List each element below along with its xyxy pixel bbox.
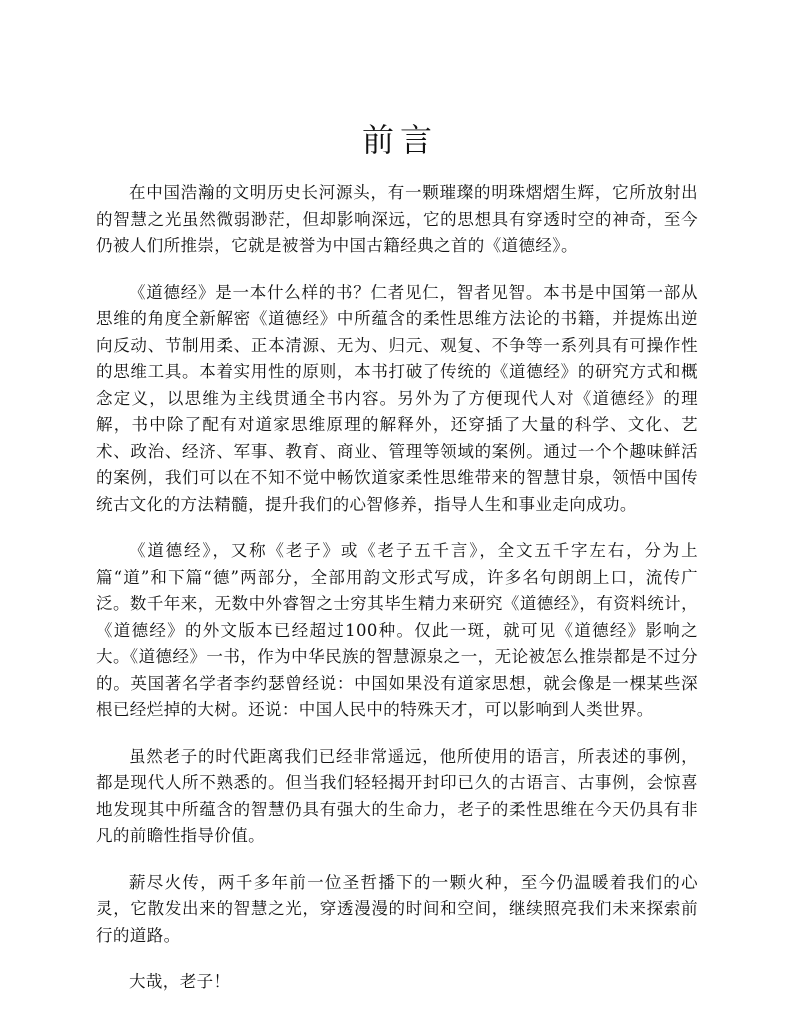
paragraph-4: 虽然老子的时代距离我们已经非常遥远，他所使用的语言，所表述的事例，都是现代人所不熟悉的。但当我们轻轻揭开封印已久的古语言、古事例，会惊喜地发现其中所蕴含的智慧仍具有强大的生命力，老子的柔性思维在今天仍具有非凡的前瞻性指导价值。 — [96, 746, 698, 845]
paragraph-5: 薪尽火传，两千多年前一位圣哲播下的一颗火种，至今仍温暖着我们的心灵，它散发出来的智慧之光，穿透漫漫的时间和空间，继续照亮我们未来探索前行的道路。 — [96, 872, 698, 945]
paragraph-closing: 大哉，老子！ — [129, 972, 231, 991]
page-title: 前言 — [361, 121, 438, 159]
paragraph-3: 《道德经》，又称《老子》或《老子五千言》，全文五千字左右，分为上篇“道”和下篇“德”两部分，全部用韵文形式写成，许多名句朗朗上口，流传广泛。数千年来，无数中外睿智之士穷其毕生精力来研究《道德经》，有资料统计，《道德经》的外文版本已经超过100种。仅此一斑，就可见《道德经》影响之大。《道德经》一书，作为中华民族的智慧源泉之一，无论被怎么推崇都是不过分的。英国著名学者李约瑟曾经说：中国如果没有道家思想，就会像是一棵某些深根已经烂掉的大树。还说：中国人民中的特殊天才，可以影响到人类世界。 — [96, 541, 698, 719]
body-text — [96, 180, 698, 1016]
paragraph-2: 《道德经》是一本什么样的书？仁者见仁，智者见智。本书是中国第一部从思维的角度全新解密《道德经》中所蕴含的柔性思维方法论的书籍，并提炼出逆向反动、节制用柔、正本清源、无为、归元、观复、不争等一系列具有可操作性的思维工具。本着实用性的原则，本书打破了传统的《道德经》的研究方式和概念定义，以思维为主线贯通全书内容。另外为了方便现代人对《道德经》的理解，书中除了配有对道家思维原理的解释外，还穿插了大量的科学、文化、艺术、政治、经济、军事、教育、商业、管理等领域的案例。通过一个个趣味鲜活的案例，我们可以在不知不觉中畅饮道家柔性思维带来的智慧甘泉，领悟中国传统古文化的方法精髓，提升我们的心智修养，指导人生和事业走向成功。 — [96, 282, 698, 514]
paragraph-1: 在中国浩瀚的文明历史长河源头，有一颗璀璨的明珠熠熠生辉，它所放射出的智慧之光虽然微弱渺茫，但却影响深远，它的思想具有穿透时空的神奇，至今仍被人们所推崇，它就是被誉为中国古籍经典之首的《道德经》。 — [96, 183, 698, 255]
